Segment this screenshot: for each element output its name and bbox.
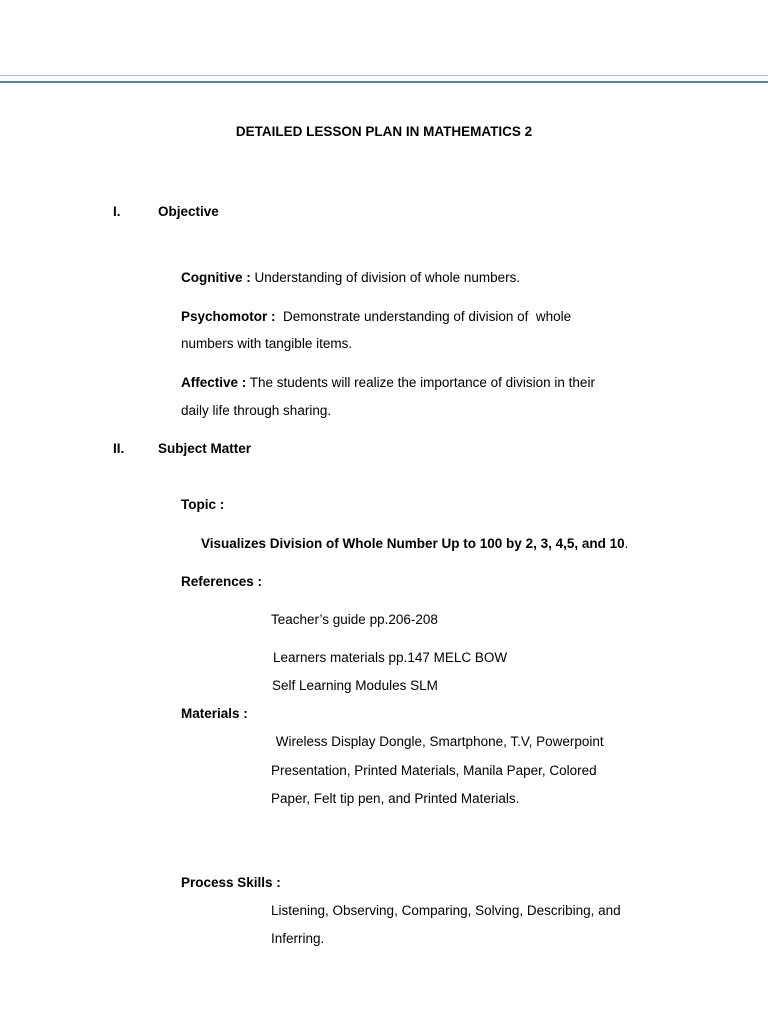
cognitive-label: Cognitive : bbox=[181, 270, 251, 285]
reference-item: Self Learning Modules SLM bbox=[272, 678, 438, 693]
section-heading-objective: Objective bbox=[158, 204, 219, 219]
cognitive-text: Understanding of division of whole numbers. bbox=[250, 270, 521, 285]
affective-text-continued: daily life through sharing. bbox=[181, 403, 332, 418]
affective-text: The students will realize the importance of division in their bbox=[246, 375, 595, 390]
materials-line: Wireless Display Dongle, Smartphone, T.V, Powerpoint bbox=[272, 734, 604, 749]
section-number-objective: I. bbox=[113, 204, 121, 219]
psychomotor-text-continued: numbers with tangible items. bbox=[181, 336, 353, 351]
header-rule-thick bbox=[0, 81, 768, 83]
process-skills-line: Inferring. bbox=[271, 931, 325, 946]
process-skills-label: Process Skills : bbox=[181, 875, 281, 890]
references-label: References : bbox=[181, 574, 263, 589]
topic-text: Visualizes Division of Whole Number Up to 100 by 2, 3, 4,5, and 10 bbox=[201, 536, 625, 551]
reference-item: Learners materials pp.147 MELC BOW bbox=[273, 650, 508, 665]
topic-label: Topic : bbox=[181, 497, 225, 512]
materials-line: Presentation, Printed Materials, Manila Paper, Colored bbox=[271, 763, 597, 778]
psychomotor-text: Demonstrate understanding of division of whole bbox=[275, 309, 572, 324]
reference-item: Teacher’s guide pp.206-208 bbox=[271, 612, 438, 627]
document-title: DETAILED LESSON PLAN IN MATHEMATICS 2 bbox=[235, 124, 533, 139]
cognitive-line bbox=[181, 271, 520, 285]
header-rule-thin bbox=[0, 75, 768, 76]
psychomotor-line bbox=[181, 310, 571, 324]
section-heading-subject-matter: Subject Matter bbox=[158, 441, 252, 456]
materials-line: Paper, Felt tip pen, and Printed Materials. bbox=[271, 791, 520, 806]
process-skills-line: Listening, Observing, Comparing, Solving, Describing, and bbox=[271, 903, 621, 918]
affective-line bbox=[181, 376, 595, 390]
topic-period: . bbox=[624, 536, 629, 551]
materials-label: Materials : bbox=[181, 706, 248, 721]
topic-line bbox=[201, 537, 628, 551]
psychomotor-label: Psychomotor : bbox=[181, 309, 276, 324]
section-number-subject-matter: II. bbox=[113, 441, 125, 456]
affective-label: Affective : bbox=[181, 375, 247, 390]
